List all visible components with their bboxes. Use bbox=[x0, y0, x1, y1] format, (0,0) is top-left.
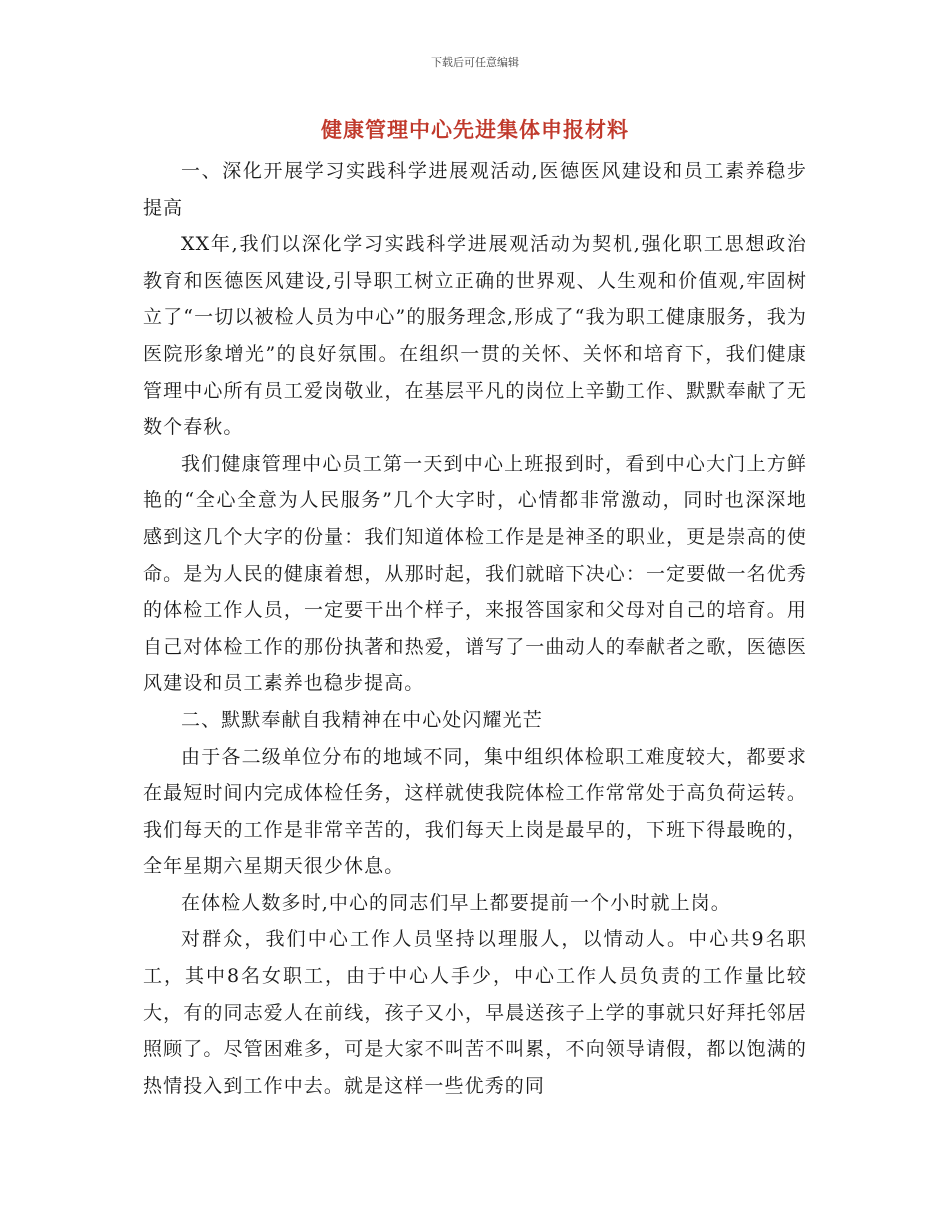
page-header: 下载后可任意编辑 bbox=[431, 56, 519, 69]
body-paragraph: 由于各二级单位分布的地域不同，集中组织体检职工难度较大，都要求在最短时间内完成体检任务，这样就使我院体检工作常常处于高负荷运转。我们每天的工作是非常辛苦的，我们每天上岗是最早的，下班下得最晚的，全年星期六星期天很少休息。 bbox=[143, 745, 807, 878]
document-title: 健康管理中心先进集体申报材料 bbox=[321, 118, 629, 142]
document-body bbox=[143, 153, 807, 1104]
body-paragraph: 在体检人数多时,中心的同志们早上都要提前一个小时就上岗。 bbox=[181, 891, 731, 914]
section-heading-2: 二、默默奉献自我精神在中心处闪耀光芒 bbox=[181, 708, 543, 731]
body-paragraph: 对群众，我们中心工作人员坚持以理服人，以情动人。中心共9名职工，其中8名女职工，由于中心人手少，中心工作人员负责的工作量比较大，有的同志爱人在前线，孩子又小，早晨送孩子上学的事就只好拜托邻居照顾了。尽管困难多，可是大家不叫苦不叫累，不向领导请假，都以饱满的热情投入到工作中去。就是这样一些优秀的同 bbox=[143, 928, 807, 1097]
body-paragraph: XX年,我们以深化学习实践科学进展观活动为契机,强化职工思想政治教育和医德医风建设,引导职工树立正确的世界观、人生观和价值观,牢固树立了“一切以被检人员为中心”的服务理念,形成了“我为职工健康服务，我为医院形象增光”的良好氛围。在组织一贯的关怀、关怀和培育下，我们健康管理中心所有员工爱岗敬业，在基层平凡的岗位上辛勤工作、默默奉献了无数个春秋。 bbox=[143, 233, 807, 439]
body-paragraph: 我们健康管理中心员工第一天到中心上班报到时，看到中心大门上方鲜艳的“全心全意为人民服务”几个大字时，心情都非常激动，同时也深深地感到这几个大字的份量：我们知道体检工作是是神圣的职业，更是崇高的使命。是为人民的健康着想，从那时起，我们就暗下决心：一定要做一名优秀的体检工作人员，一定要干出个样子，来报答国家和父母对自己的培育。用自己对体检工作的那份执著和热爱，谱写了一曲动人的奉献者之歌，医德医风建设和员工素养也稳步提高。 bbox=[143, 452, 807, 695]
section-heading-1: 一、深化开展学习实践科学进展观活动,医德医风建设和员工素养稳步提高 bbox=[143, 160, 807, 219]
